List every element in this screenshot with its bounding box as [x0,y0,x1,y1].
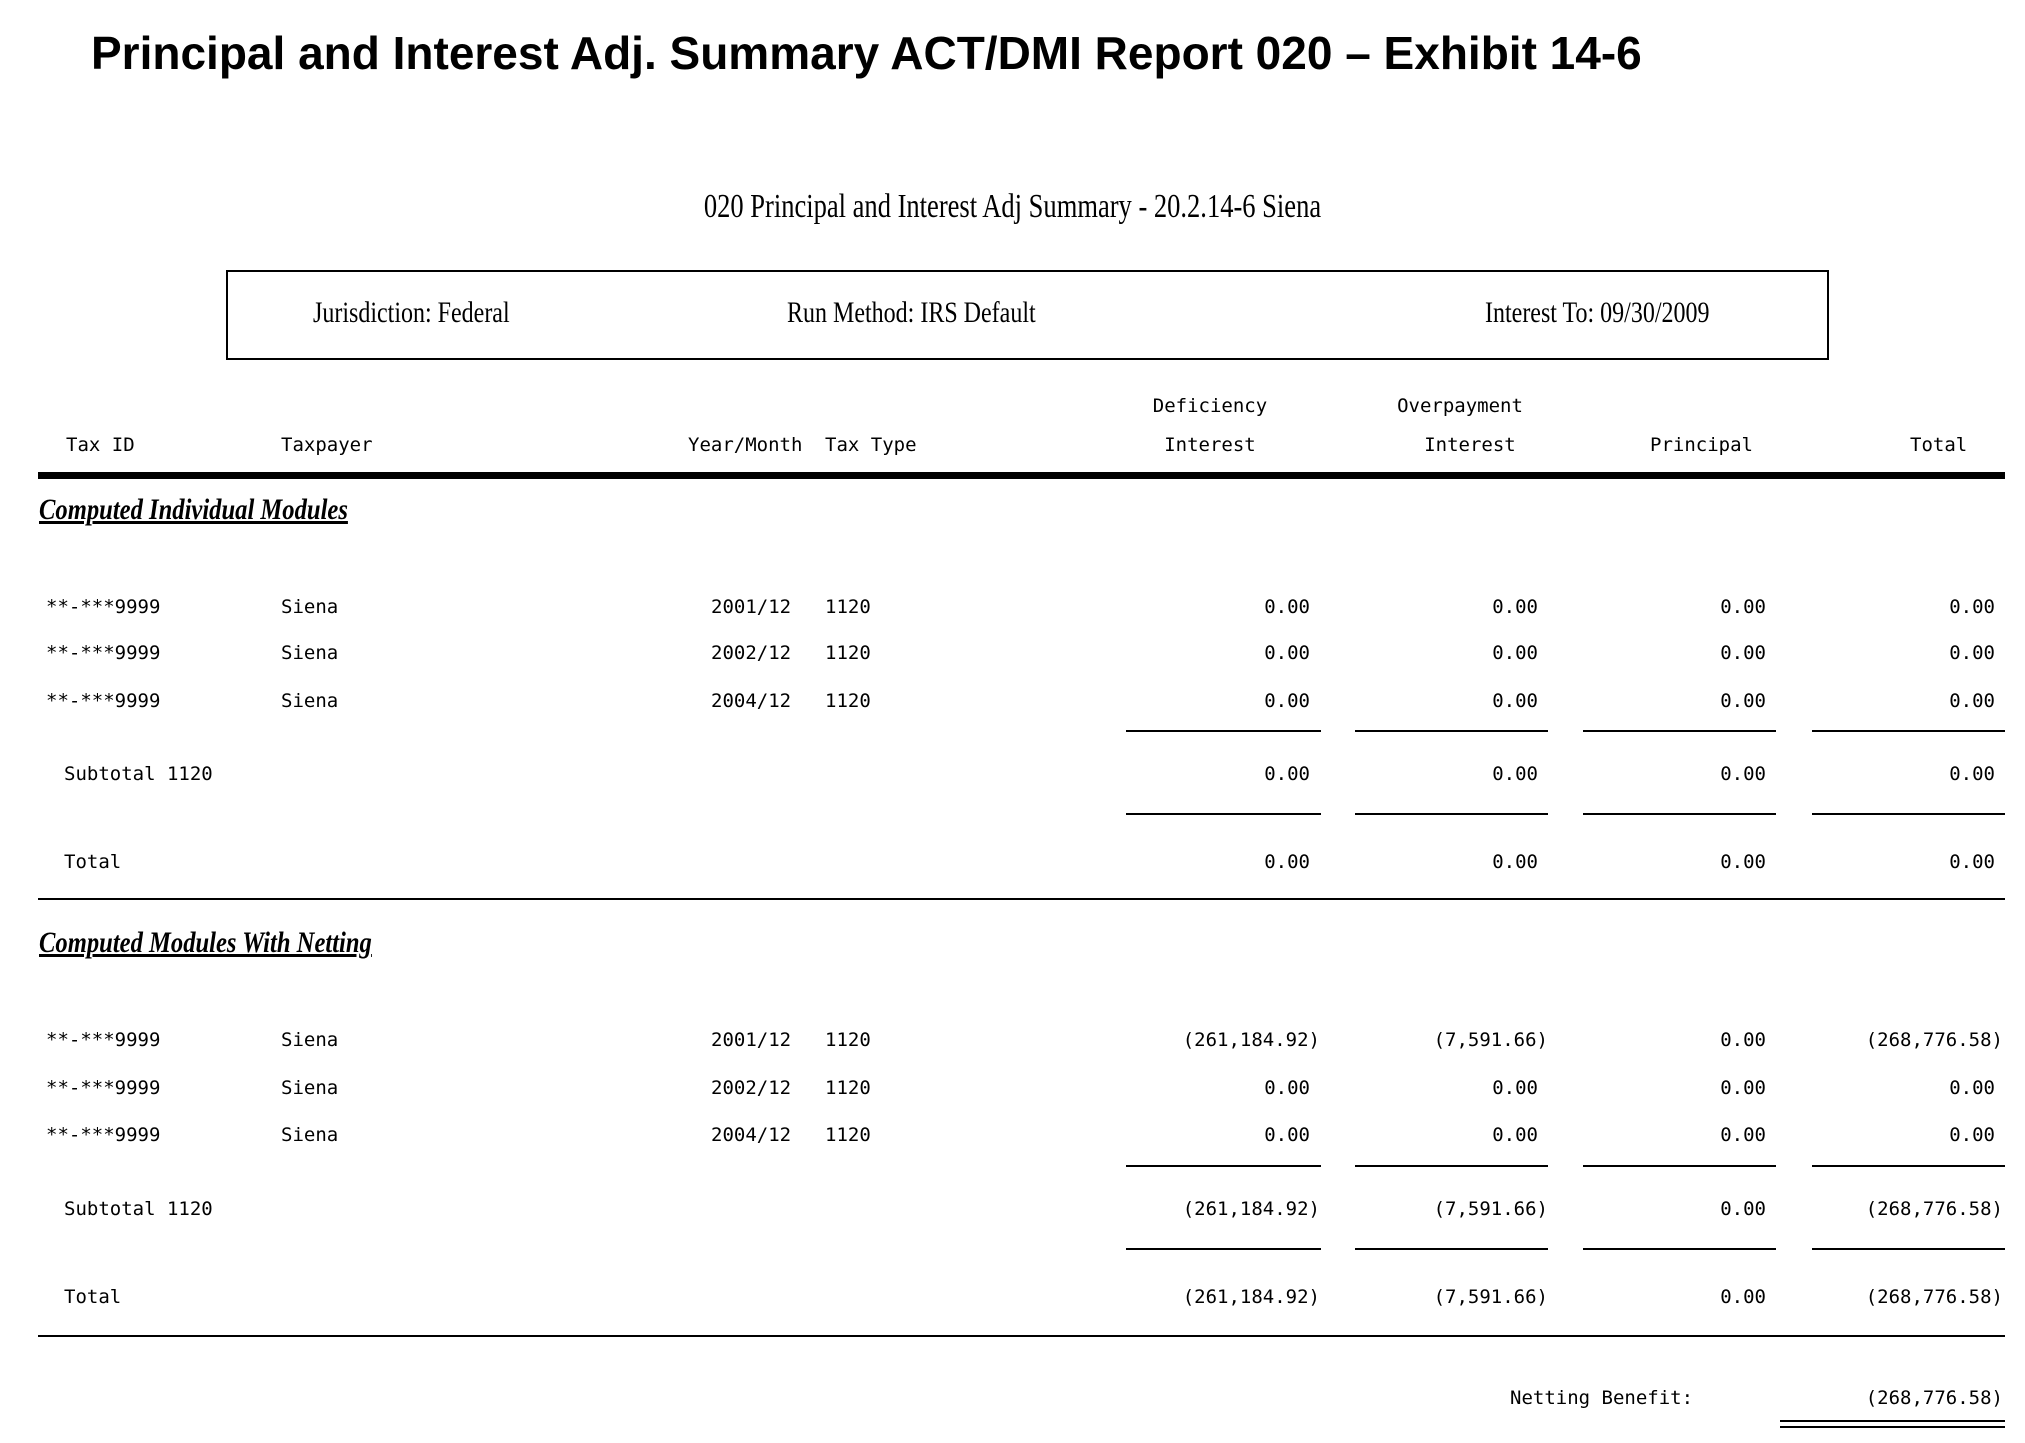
total-rule [1355,1248,1548,1250]
total-label: Total [64,1286,122,1308]
netting-benefit-value: (268,776.58) [1865,1387,2003,1409]
cell-deficiency-interest: 0.00 [1264,1077,1310,1099]
cell-year-month: 2002/12 [711,1077,792,1099]
col-header-year-month: Year/Month [688,434,803,456]
cell-overpayment-interest: 0.00 [1492,596,1538,618]
subtotal-deficiency-interest: 0.00 [1264,763,1310,785]
section-heading: Computed Individual Modules [39,493,348,526]
cell-taxpayer: Siena [281,642,339,664]
total-principal: 0.00 [1720,1286,1766,1308]
subtotal-rule [1583,730,1776,732]
subtotal-rule [1812,730,2005,732]
col-header-total: Total [1910,434,1968,456]
total-rule [1583,1248,1776,1250]
total-overpayment-interest: (7,591.66) [1433,1286,1548,1308]
cell-principal: 0.00 [1720,642,1766,664]
cell-year-month: 2001/12 [711,596,792,618]
subtotal-rule [1812,1165,2005,1167]
cell-deficiency-interest: 0.00 [1264,596,1310,618]
total-principal: 0.00 [1720,851,1766,873]
col-header-overpayment-bottom: Interest [1424,434,1516,456]
cell-year-month: 2002/12 [711,642,792,664]
cell-year-month: 2004/12 [711,690,792,712]
col-header-overpayment-top: Overpayment [1397,395,1523,417]
total-rule [1126,813,1321,815]
cell-overpayment-interest: 0.00 [1492,690,1538,712]
cell-deficiency-interest: (261,184.92) [1182,1029,1320,1051]
col-header-tax-type: Tax Type [825,434,917,456]
cell-total: 0.00 [1949,1124,1995,1146]
cell-total: (268,776.58) [1865,1029,2003,1051]
total-label: Total [64,851,122,873]
cell-tax-id: **-***9999 [46,1077,161,1099]
cell-tax-type: 1120 [825,1124,871,1146]
section-end-rule [38,898,2005,900]
total-total: (268,776.58) [1865,1286,2003,1308]
jurisdiction-label: Jurisdiction: Federal [313,296,510,329]
col-header-deficiency-top: Deficiency [1152,395,1268,417]
interest-to-label: Interest To: 09/30/2009 [1485,296,1710,329]
cell-total: 0.00 [1949,596,1995,618]
col-header-tax-id: Tax ID [66,434,135,456]
cell-overpayment-interest: 0.00 [1492,642,1538,664]
cell-taxpayer: Siena [281,596,339,618]
cell-tax-type: 1120 [825,1077,871,1099]
cell-tax-id: **-***9999 [46,642,161,664]
cell-total: 0.00 [1949,690,1995,712]
cell-tax-type: 1120 [825,1029,871,1051]
cell-tax-id: **-***9999 [46,1124,161,1146]
netting-benefit-label: Netting Benefit: [1510,1387,1694,1409]
report-title: 020 Principal and Interest Adj Summary - 20.2.14-6 Siena [703,188,1322,225]
cell-total: 0.00 [1949,642,1995,664]
subtotal-overpayment-interest: 0.00 [1492,763,1538,785]
subtotal-rule [1126,730,1321,732]
subtotal-rule [1355,1165,1548,1167]
cell-principal: 0.00 [1720,1124,1766,1146]
subtotal-total: (268,776.58) [1865,1198,2003,1220]
total-deficiency-interest: 0.00 [1264,851,1310,873]
cell-principal: 0.00 [1720,596,1766,618]
subtotal-deficiency-interest: (261,184.92) [1182,1198,1320,1220]
cell-principal: 0.00 [1720,690,1766,712]
col-header-principal: Principal [1650,434,1753,456]
col-header-taxpayer: Taxpayer [281,434,373,456]
cell-principal: 0.00 [1720,1029,1766,1051]
page-title: Principal and Interest Adj. Summary ACT/DMI Report 020 – Exhibit 14-6 [91,27,1642,79]
total-rule [1355,813,1548,815]
cell-year-month: 2004/12 [711,1124,792,1146]
run-method-label: Run Method: IRS Default [787,296,1036,329]
section-heading: Computed Modules With Netting [39,926,372,959]
cell-tax-id: **-***9999 [46,1029,161,1051]
section-end-rule [38,1335,2005,1337]
subtotal-overpayment-interest: (7,591.66) [1433,1198,1548,1220]
cell-year-month: 2001/12 [711,1029,792,1051]
cell-deficiency-interest: 0.00 [1264,1124,1310,1146]
subtotal-principal: 0.00 [1720,1198,1766,1220]
subtotal-total: 0.00 [1949,763,1995,785]
subtotal-principal: 0.00 [1720,763,1766,785]
subtotal-label: Subtotal 1120 [64,1198,213,1220]
cell-taxpayer: Siena [281,1124,339,1146]
total-rule [1812,1248,2005,1250]
total-rule [1812,813,2005,815]
subtotal-rule [1126,1165,1321,1167]
cell-taxpayer: Siena [281,690,339,712]
cell-total: 0.00 [1949,1077,1995,1099]
cell-taxpayer: Siena [281,1029,339,1051]
total-overpayment-interest: 0.00 [1492,851,1538,873]
cell-tax-type: 1120 [825,642,871,664]
total-deficiency-interest: (261,184.92) [1182,1286,1320,1308]
subtotal-label: Subtotal 1120 [64,763,213,785]
col-header-deficiency-bottom: Interest [1164,434,1256,456]
total-rule [1583,813,1776,815]
total-total: 0.00 [1949,851,1995,873]
cell-deficiency-interest: 0.00 [1264,690,1310,712]
header-rule [38,472,2005,479]
grand-total-double-rule [1780,1420,2005,1428]
cell-tax-type: 1120 [825,596,871,618]
cell-tax-type: 1120 [825,690,871,712]
cell-deficiency-interest: 0.00 [1264,642,1310,664]
cell-overpayment-interest: 0.00 [1492,1124,1538,1146]
cell-overpayment-interest: 0.00 [1492,1077,1538,1099]
cell-tax-id: **-***9999 [46,596,161,618]
cell-tax-id: **-***9999 [46,690,161,712]
subtotal-rule [1583,1165,1776,1167]
subtotal-rule [1355,730,1548,732]
cell-principal: 0.00 [1720,1077,1766,1099]
cell-taxpayer: Siena [281,1077,339,1099]
total-rule [1126,1248,1321,1250]
cell-overpayment-interest: (7,591.66) [1433,1029,1548,1051]
